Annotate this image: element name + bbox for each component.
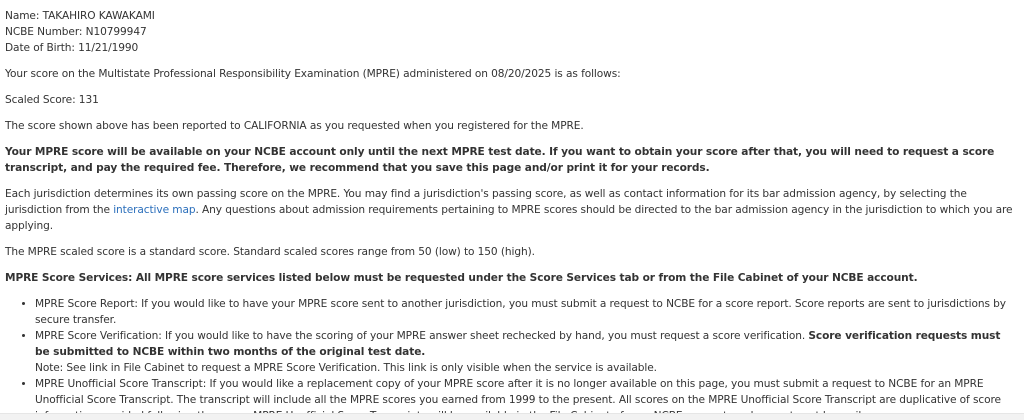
date-of-birth: Date of Birth: 11/21/1990 bbox=[5, 42, 139, 54]
unofficial-transcript-text: MPRE Unofficial Score Transcript: If you would like a replacement copy of your MPRE score after it is no longer available on this page, you must submit a request to NCBE for an MPRE Unofficial Score Transcript. The transcript will include all the MPRE scores you earned from 1999 to the present. All scores on the MPRE Unofficial Score Transcript are duplicative of score bbox=[35, 378, 1001, 406]
interactive-map-link[interactable]: interactive map bbox=[113, 204, 196, 216]
jurisdiction-info bbox=[5, 186, 1016, 234]
candidate-name: Name: TAKAHIRO KAWAKAMI bbox=[5, 10, 155, 22]
score-verification-deadline: Score verification requests must be submitted to NCBE within two months of the original test date. bbox=[35, 330, 1001, 358]
jurisdiction-text-end: . Any questions about admission requirements pertaining to MPRE scores should be directed to the bar admission agency in the jurisdiction to which you are applying. bbox=[5, 204, 1013, 232]
jurisdiction-text-start: Each jurisdiction determines its own passing score on the MPRE. You may find a jurisdiction's passing score, as well as contact information for its bar admission agency, by selecting the jurisdiction from the bbox=[5, 188, 967, 216]
availability-warning bbox=[5, 144, 1016, 176]
score-intro: Your score on the Multistate Professional Responsibility Examination (MPRE) administered on 08/20/2025 is as follows: bbox=[5, 68, 621, 80]
standard-score-info: The MPRE scaled score is a standard score. Standard scaled scores range from 50 (low) to 150 (high). bbox=[5, 246, 535, 258]
score-verification-note: Note: See link in File Cabinet to request a MPRE Score Verification. This link is only visible when the service is available. bbox=[35, 362, 657, 374]
service-score-report bbox=[35, 296, 1016, 328]
availability-warning-text: Your MPRE score will be available on your NCBE account only until the next MPRE test date. If you want to obtain your score after that, you will need to request a score transcript, and pay the required fee. Therefore, we recommend that you save this page and/or print it for your records. bbox=[5, 146, 995, 174]
scaled-score: Scaled Score: 131 bbox=[5, 94, 99, 106]
ncbe-number: NCBE Number: N10799947 bbox=[5, 26, 147, 38]
services-list bbox=[5, 296, 1016, 420]
reported-jurisdiction: The score shown above has been reported to CALIFORNIA as you requested when you registered for the MPRE. bbox=[5, 120, 584, 132]
service-score-verification bbox=[35, 328, 1016, 376]
candidate-info bbox=[5, 8, 1016, 56]
services-heading-text: MPRE Score Services: All MPRE score services listed below must be requested under the Score Services tab or from the File Cabinet of your NCBE account. bbox=[5, 272, 918, 284]
score-verification-text: MPRE Score Verification: If you would like to have the scoring of your MPRE answer sheet rechecked by hand, you must request a score verification. bbox=[35, 330, 809, 342]
services-heading bbox=[5, 270, 1016, 286]
footer-bar bbox=[0, 413, 1024, 420]
score-report-text: MPRE Score Report: If you would like to have your MPRE score sent to another jurisdiction, you must submit a request to NCBE for a score report. Score reports are sent to jurisdictions by secure transfer. bbox=[35, 298, 1006, 326]
